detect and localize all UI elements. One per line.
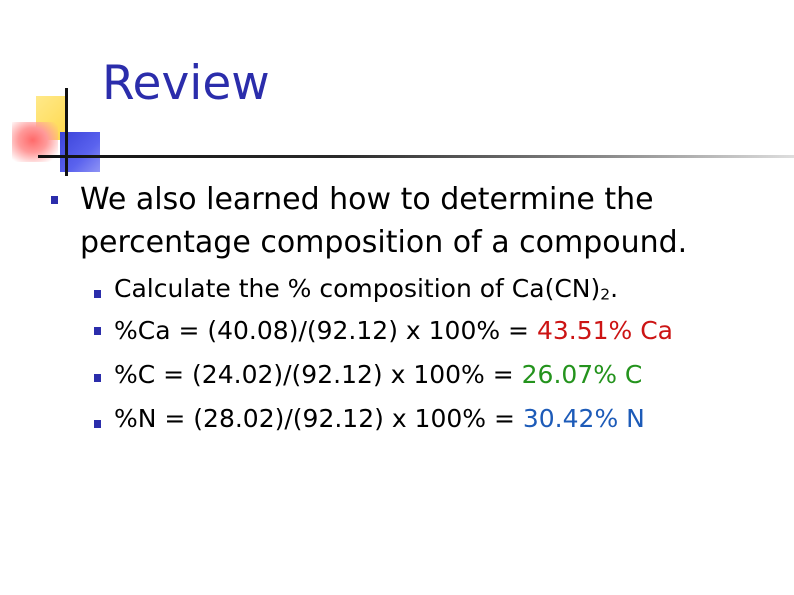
bullet-square-icon (94, 374, 101, 382)
carbon-result: 26.07% C (521, 360, 643, 389)
sub-bullet-formula (114, 274, 618, 309)
sub-bullet-suffix: . (610, 274, 619, 303)
decorative-vertical-line (65, 88, 68, 176)
bullet-square-icon (94, 290, 101, 298)
sub-bullet-nitrogen (114, 404, 645, 434)
sub-bullet-carbon (114, 360, 642, 390)
subscript: 2 (600, 285, 611, 304)
slide-title: Review (102, 56, 270, 111)
bullet-text: We also learned how to determine the percentage composition of a compound. (80, 182, 688, 260)
bullet-square-icon (94, 327, 101, 335)
sub-bullet-calcium (114, 316, 673, 346)
calc-expression: %N = (28.02)/(92.12) x 100% = (114, 404, 523, 433)
nitrogen-result: 30.42% N (522, 404, 645, 433)
bullet-square-icon (94, 420, 101, 428)
calc-expression: %C = (24.02)/(92.12) x 100% = (114, 360, 522, 389)
calc-expression: %Ca = (40.08)/(92.12) x 100% = (114, 316, 537, 345)
bullet-square-icon (51, 196, 58, 204)
sub-bullet-text: Calculate the % composition of Ca(CN) (114, 274, 601, 303)
calcium-result: 43.51% Ca (536, 316, 674, 345)
title-underline (38, 155, 794, 158)
